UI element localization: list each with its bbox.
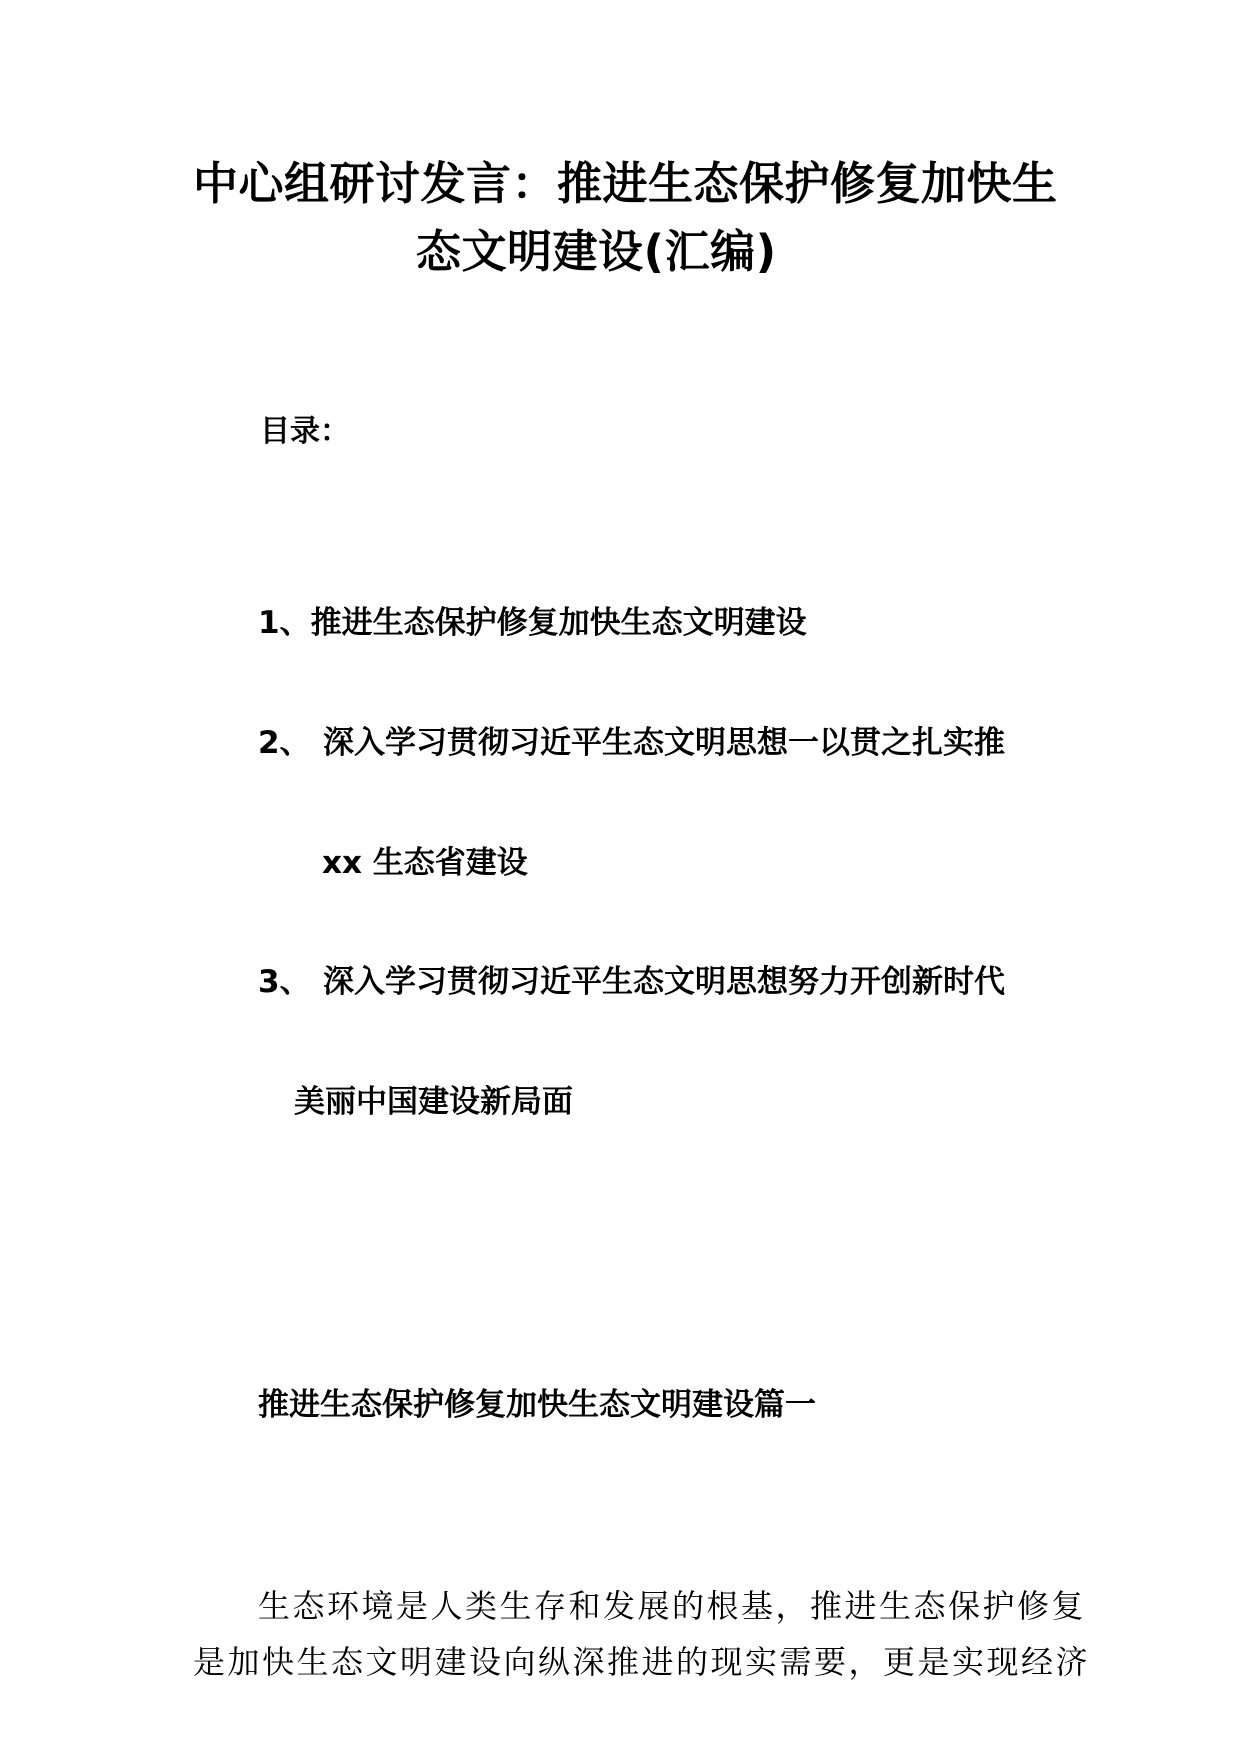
toc-item-text: 深入学习贯彻习近平生态文明思想一以贯之扎实推 (323, 725, 1005, 761)
section-heading: 推进生态保护修复加快生态文明建设篇一 (258, 1387, 816, 1423)
toc-item-1 (258, 603, 807, 643)
toc-heading: 目录： (260, 414, 350, 449)
toc-item-2-continuation: xx 生态省建设 (322, 845, 528, 881)
toc-item-2 (258, 723, 1005, 763)
document-title-line-2: 态文明建设(汇编) (416, 225, 777, 278)
toc-item-text: 推进生态保护修复加快生态文明建设 (310, 605, 807, 641)
toc-item-number: 3、 (258, 964, 311, 1000)
toc-item-3-continuation: 美丽中国建设新局面 (294, 1084, 573, 1120)
body-paragraph-line-1: 生态环境是人类生存和发展的根基，推进生态保护修复 (258, 1587, 1087, 1625)
toc-item-number: 1、 (258, 605, 311, 641)
toc-item-3 (258, 962, 1005, 1002)
toc-item-text: 深入学习贯彻习近平生态文明思想努力开创新时代 (323, 964, 1005, 1000)
document-title-line-1: 中心组研讨发言：推进生态保护修复加快生 (193, 157, 1058, 210)
body-paragraph-line-2: 是加快生态文明建设向纵深推进的现实需要，更是实现经济 (193, 1643, 1091, 1681)
toc-item-number: 2、 (258, 725, 311, 761)
